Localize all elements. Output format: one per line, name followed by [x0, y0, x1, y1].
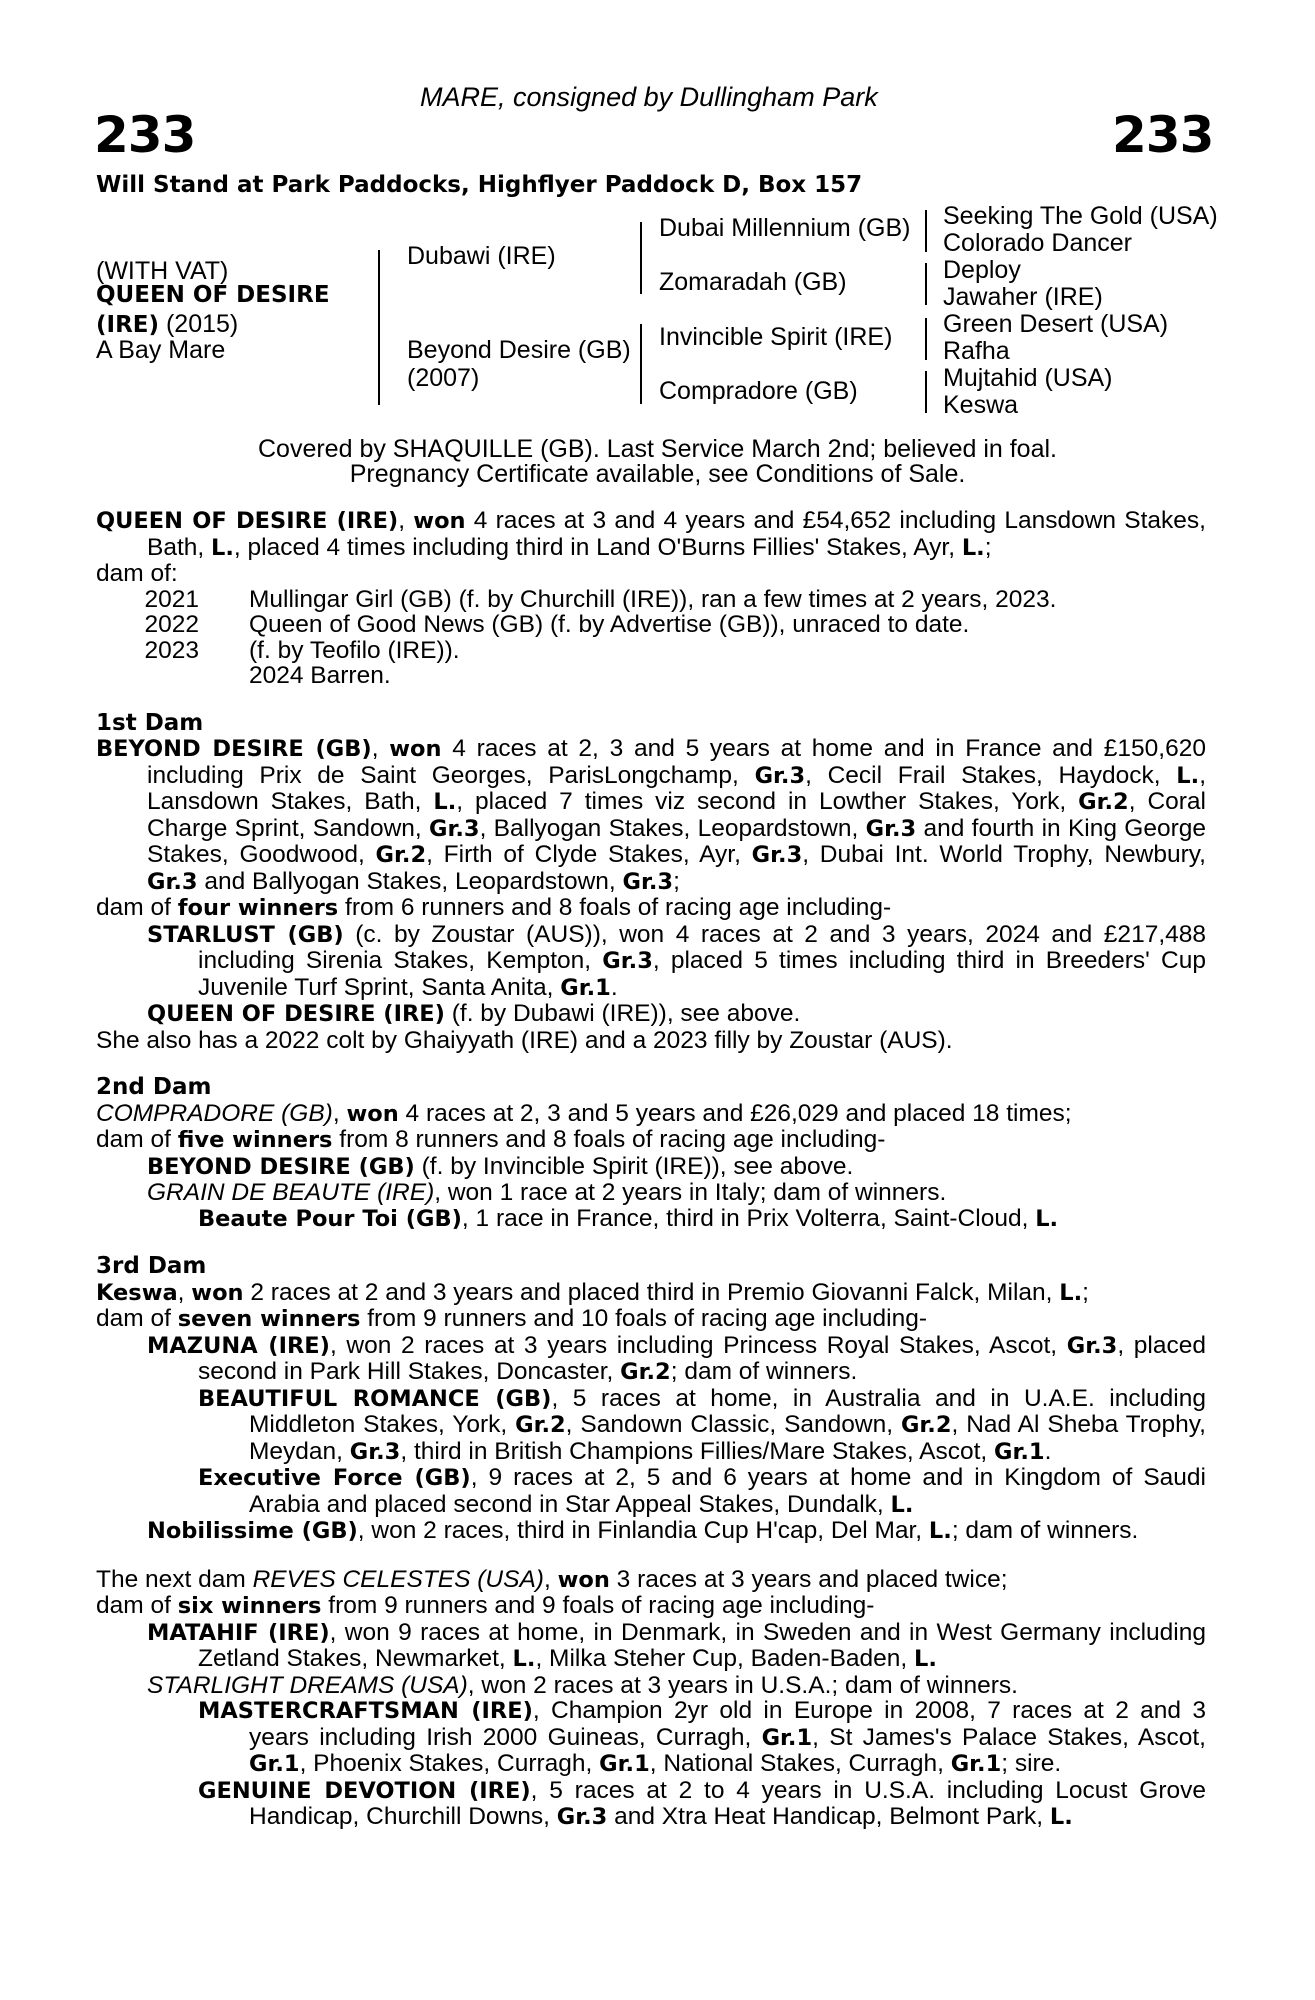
foal-row: 2022 Queen of Good News (GB) (f. by Advertise (GB)), unraced to date. — [144, 611, 970, 638]
next-dam-offspring-summary: dam of six winners from 9 runners and 9 foals of racing age including- — [96, 1592, 875, 1619]
next-dam-progeny: STARLIGHT DREAMS (USA), won 2 races at 3 years in U.S.A.; dam of winners. — [147, 1671, 1018, 1699]
third-dam-heading: 3rd Dam — [96, 1253, 207, 1279]
stand-location: Will Stand at Park Paddocks, Highflyer Paddock D, Box 157 — [96, 172, 863, 198]
horse-name-suffix: (IRE) (2015) — [96, 310, 239, 338]
third-dam-offspring-summary: dam of seven winners from 9 runners and 10 foals of racing age including- — [96, 1305, 927, 1332]
first-dam-heading: 1st Dam — [96, 709, 204, 736]
pedigree-brace-main — [378, 250, 380, 405]
horse-name: QUEEN OF DESIRE — [96, 282, 330, 308]
pedigree-gen3-8: Keswa — [943, 391, 1019, 419]
foal-row: 2023 (f. by Teofilo (IRE)). — [144, 636, 460, 664]
pedigree-gen3-5: Green Desert (USA) — [943, 310, 1169, 338]
pedigree-dam-dam: Compradore (GB) — [659, 377, 858, 405]
foal-row: 2024 Barren. — [249, 662, 391, 689]
third-dam-grand-progeny: Executive Force (GB), 9 races at 2, 5 and 6 years at home and in Kingdom of Saudi Arabia and placed second in Star Appeal Stakes, Dundalk, L. — [198, 1464, 1206, 1518]
second-dam-heading: 2nd Dam — [96, 1074, 212, 1100]
second-dam-record: COMPRADORE (GB), won 4 races at 2, 3 and 5 years and £26,029 and placed 18 times; — [96, 1099, 1072, 1127]
next-dam-progeny: MATAHIF (IRE), won 9 races at home, in Denmark, in Sweden and in West Germany including Zetland Stakes, Newmarket, L., Milka Steher Cup, Baden-Baden, L. — [147, 1618, 1206, 1672]
third-dam-progeny: MAZUNA (IRE), won 2 races at 3 years including Princess Royal Stakes, Ascot, Gr.3, placed second in Park Hill Stakes, Doncaster, Gr.2; dam of winners. — [147, 1331, 1206, 1385]
dam-of-label: dam of: — [96, 560, 178, 587]
pedigree-gen3-6: Rafha — [943, 337, 1010, 365]
pedigree-sire-sire: Dubai Millennium (GB) — [659, 214, 911, 242]
pedigree-brace-ds — [925, 318, 927, 360]
second-dam-progeny: BEYOND DESIRE (GB) (f. by Invincible Spirit (IRE)), see above. — [147, 1152, 854, 1180]
next-dam-grand-progeny: MASTERCRAFTSMAN (IRE), Champion 2yr old in Europe in 2008, 7 races at 2 and 3 years including Irish 2000 Guineas, Curragh, Gr.1, St James's Palace Stakes, Ascot, Gr.1, Phoenix Stakes, Curragh, Gr.1, National Stakes, Curragh, Gr.1; sire. — [198, 1697, 1206, 1777]
pedigree-dam-year: (2007) — [407, 364, 480, 392]
first-dam-also: She also has a 2022 colt by Ghaiyyath (IRE) and a 2023 filly by Zoustar (AUS). — [96, 1026, 953, 1054]
pedigree-brace-dd — [925, 371, 927, 413]
horse-description: A Bay Mare — [96, 336, 226, 364]
third-dam-progeny: Nobilissime (GB), won 2 races, third in Finlandia Cup H'cap, Del Mar, L.; dam of winners. — [147, 1517, 1139, 1544]
first-dam-record: BEYOND DESIRE (GB), won 4 races at 2, 3 and 5 years at home and in France and £150,620 including Prix de Saint Georges, ParisLongchamp, Gr.3, Cecil Frail Stakes, Haydock, L., Lansdown Stakes, Bath, L., placed 7 times viz second in Lowther Stakes, York, Gr.2, Coral Charge Sprint, Sandown, Gr.3, Ballyogan Stakes, Leopardstown, Gr.3 and fourth in King George Stakes, Goodwood, Gr.2, Firth of Clyde Stakes, Ayr, Gr.3, Dubai Int. World Trophy, Newbury, Gr.3 and Ballyogan Stakes, Leopardstown, Gr.3; — [96, 735, 1207, 895]
pregnancy-note: Pregnancy Certificate available, see Conditions of Sale. — [349, 460, 966, 488]
produce-summary: QUEEN OF DESIRE (IRE), won 4 races at 3 and 4 years and £54,652 including Lansdown Stakes, Bath, L., placed 4 times including third in Land O'Burns Fillies' Stakes, Ayr, L.; — [96, 507, 1206, 561]
third-dam-record: Keswa, won 2 races at 2 and 3 years and placed third in Premio Giovanni Falck, Milan, L.; — [96, 1278, 1089, 1306]
pedigree-gen3-2: Colorado Dancer — [943, 229, 1132, 257]
first-dam-progeny: QUEEN OF DESIRE (IRE) (f. by Dubawi (IRE)), see above. — [147, 1000, 801, 1027]
second-dam-offspring-summary: dam of five winners from 8 runners and 8 foals of racing age including- — [96, 1126, 886, 1153]
pedigree-dam-sire: Invincible Spirit (IRE) — [659, 323, 893, 351]
pedigree-sire: Dubawi (IRE) — [407, 242, 556, 270]
pedigree-brace-dam — [640, 324, 642, 404]
covered-note: Covered by SHAQUILLE (GB). Last Service March 2nd; believed in foal. — [258, 435, 1057, 463]
pedigree-gen3-1: Seeking The Gold (USA) — [943, 202, 1218, 230]
lot-number-right: 233 — [1112, 106, 1214, 164]
pedigree-dam: Beyond Desire (GB) — [407, 336, 631, 364]
first-dam-offspring-summary: dam of four winners from 6 runners and 8 foals of racing age including- — [96, 894, 892, 921]
next-dam-grand-progeny: GENUINE DEVOTION (IRE), 5 races at 2 to 4 years in U.S.A. including Locust Grove Handicap, Churchill Downs, Gr.3 and Xtra Heat Handicap, Belmont Park, L. — [198, 1776, 1206, 1830]
vat-note: (WITH VAT) — [96, 257, 229, 285]
pedigree-brace-ss — [925, 210, 927, 252]
lot-number-left: 233 — [94, 106, 196, 164]
catalogue-body — [96, 508, 1206, 1831]
pedigree-gen3-3: Deploy — [943, 256, 1021, 284]
pedigree-brace-sd — [925, 263, 927, 305]
consignment-header: MARE, consigned by Dullingham Park — [420, 82, 878, 112]
pedigree-gen3-4: Jawaher (IRE) — [943, 283, 1103, 311]
first-dam-progeny: STARLUST (GB) (c. by Zoustar (AUS)), won 4 races at 2 and 3 years, 2024 and £217,488 including Sirenia Stakes, Kempton, Gr.3, placed 5 times including third in Breeders' Cup Juvenile Turf Sprint, Santa Anita, Gr.1. — [147, 920, 1206, 1001]
foal-row: 2021 Mullingar Girl (GB) (f. by Churchill (IRE)), ran a few times at 2 years, 2023. — [144, 585, 1057, 613]
pedigree-gen3-7: Mujtahid (USA) — [943, 364, 1113, 392]
pedigree-sire-dam: Zomaradah (GB) — [659, 268, 847, 296]
third-dam-grand-progeny: BEAUTIFUL ROMANCE (GB), 5 races at home, in Australia and in U.A.E. including Middleton Stakes, York, Gr.2, Sandown Classic, Sandown, Gr.2, Nad Al Sheba Trophy, Meydan, Gr.3, third in British Champions Fillies/Mare Stakes, Ascot, Gr.1. — [198, 1384, 1206, 1465]
next-dam-record: The next dam REVES CELESTES (USA), won 3 races at 3 years and placed twice; — [96, 1565, 1008, 1593]
second-dam-progeny: GRAIN DE BEAUTE (IRE), won 1 race at 2 years in Italy; dam of winners. — [147, 1179, 947, 1206]
pedigree-brace-sire — [640, 222, 642, 294]
second-dam-grand-progeny: Beaute Pour Toi (GB), 1 race in France, third in Prix Volterra, Saint-Cloud, L. — [198, 1204, 1059, 1232]
